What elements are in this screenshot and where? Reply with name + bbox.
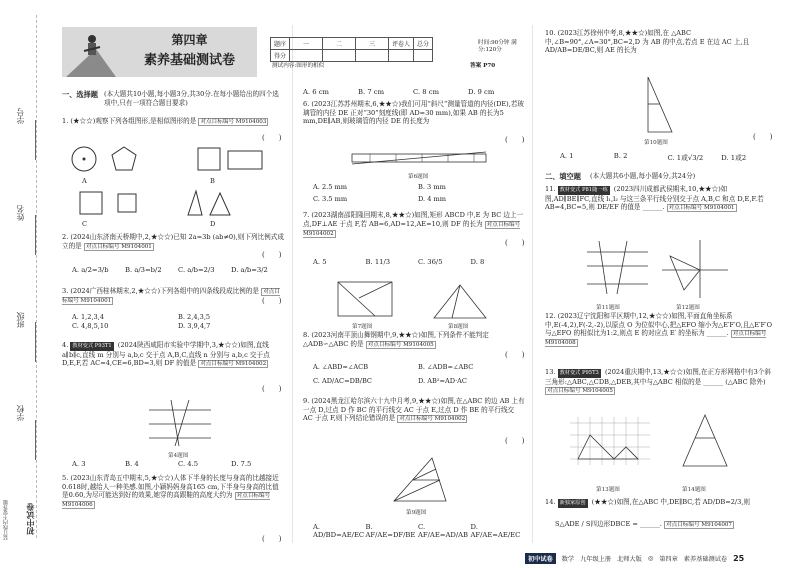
answer-paren[interactable]: ( ) [505, 437, 525, 445]
q9-text: 9. (2024黑龙江哈尔滨六十九中月考,9,★★☆)如图,在△ABC 的边 AB 上有一点 D,过点 D 作 BC 的平行线交 AC 于点 E,过点 D 作 BE 的平行线交 AC 于点 F,则下列结论错误的是 [303, 397, 525, 423]
q4-figure [145, 398, 215, 448]
question-6: 6. (2023江苏苏州期末,6,★★☆)我们可用“斜尺”测量管道的内径(DE),若玻璃管的内径 DE 正对“30”刻度线(即 AD=30 mm),如果 AB 的长为5 mm,DE∥AB,则玻璃管的内径 DE 的长度为 [303, 100, 525, 126]
q6-options [313, 183, 523, 203]
question-14: 14. 新独家原创 (★★☆)如图,在△ABC 中,DE∥BC,若 AD/DB=2/3,则 [545, 498, 751, 506]
option-d: D. 1或2 [721, 154, 747, 162]
footer-brand: 初中试卷 [525, 553, 556, 564]
question-11: 11. 教材变式 P81随一练 (2023四川成都武侯期末,10,★★☆)如图,AD∥BE∥FC,直线 l₁,l₂ 与这三条平行线分别交于点 A,B,C 和点 D,E,F.若 AB=4,BC=5,则 DE/EF 的值是 ______. 对点目标编号 M9104001 [545, 185, 764, 212]
answer-paren[interactable]: ( ) [505, 239, 525, 247]
target-code: 对点目标编号 M9104001 [62, 289, 280, 305]
score-cell[interactable] [389, 50, 414, 62]
question-1 [62, 117, 282, 126]
option-d: D. 4 mm [418, 194, 447, 203]
target-code: 对点目标编号 M9104005 [547, 388, 613, 395]
target-code: 对点目标编号 M9104006 [62, 493, 271, 509]
blank-line [35, 120, 36, 160]
q12-text: 12. (2023辽宁沈阳和平区期中,12,★☆☆)如图,平面直角坐标系中,E(-4,2),F(-2,-2),以原点 O 为位似中心,把△EFO 缩小为△E′F′O,且△E′F′O 与△EFO 的相似比为1:2,则点 E 的对应点 E′ 的坐标为 [545, 312, 773, 338]
answer-paren[interactable]: ( ) [505, 136, 525, 144]
option-a: A. 6 cm [303, 88, 329, 96]
score-header: 二 [323, 38, 356, 50]
score-cell[interactable] [414, 50, 433, 62]
variant-tag: 教材变式 P93T1 [72, 343, 112, 349]
figure-caption: 第11题图 [596, 305, 620, 311]
q10-figure [640, 74, 680, 136]
option-d: D. AF/AE=AE/EC [470, 523, 521, 539]
test-scope: 测试内容:图形的相似 [272, 63, 325, 69]
option-d: D. AB²=AD·AC [418, 376, 467, 385]
section-desc: (本大题共10小题,每小题3分,共30分.在每小题给出的四个选项中,只有一项符合题目要求) [104, 90, 279, 107]
target-code: 对点目标编号 M9104003 [200, 119, 267, 125]
target-code: 对点目标编号 M9104008 [545, 331, 767, 347]
side-label-number: 学号 [16, 108, 25, 124]
score-header: 三 [356, 38, 389, 50]
target-code: 对点目标编号 M9104007 [666, 522, 732, 528]
q14-ratio [555, 520, 775, 529]
q6-figure [350, 148, 490, 170]
score-cell[interactable] [356, 50, 389, 62]
option-d: D. a/b=3/2 [231, 266, 268, 274]
option-a: A. ∠ABD=∠ACB [313, 363, 369, 371]
option-d: D. 8 [470, 258, 485, 266]
figure-caption: 第8题图 [448, 324, 469, 330]
cut-line [36, 15, 37, 538]
time-info: 时间:90分钟 满分:120分 [478, 40, 517, 54]
question-13: 13. 教材变式 P95T3 (2024重庆期中,13,★☆☆)如图,在正方形网格中有3个斜三角形:△ABC,△CDB,△DEB,其中与△ABC 相似的是 ______ (△ABC 除外) 对点目标编号 M9104005 [545, 368, 772, 395]
score-cell[interactable] [290, 50, 323, 62]
option-a: A. 3 [72, 460, 86, 468]
option-d: D. 9 cm [468, 88, 495, 96]
question-10: 10. (2023江苏徐州中考,8,★★☆)如图,在 △ABC 中,∠B=90°,∠A=30°,BC=2,D 为 AB 的中点,若点 E 在边 AC 上,且 AD/AB=DE/BC,则 AE 的长为 [545, 29, 750, 55]
answer-ref: 答案 P70 [470, 63, 496, 69]
section-title: 一、选择题 [62, 90, 98, 99]
paper-title: 素养基础测试卷 [143, 53, 235, 68]
figure-caption: 第4题图 [168, 453, 189, 459]
option-b: B. 4 [125, 460, 139, 468]
option-b: B. 2,4,3,5 [178, 313, 211, 321]
title-banner [62, 27, 257, 77]
answer-paren[interactable]: ( ) [262, 297, 282, 305]
score-row-label: 得分 [271, 50, 290, 62]
option-c: C. 4.5 [178, 460, 199, 468]
q5-options [303, 88, 523, 96]
variant-tag: 新独家原创 [559, 500, 586, 506]
answer-blank[interactable]: ______. [640, 520, 662, 528]
q4-text: (2024陕西咸阳市实验中学期中,3,★☆☆)如图,直线 a∥b∥c,直线 m 分别与 a,b,c 交于点 A,B,C,直线 n 分别与 a,b,c 交于点 D,E,F,若 AC=4,CE=6,BD=3,则 DF 的值是 [62, 341, 270, 368]
option-c: C. AD/AC=DB/BC [313, 376, 372, 385]
q7-options [313, 258, 523, 266]
side-label-class: 班级 [16, 312, 25, 328]
figure-caption: 第6题图 [408, 174, 429, 180]
footer-chapter: 第四章 [659, 556, 678, 563]
option-a: A. 5 [313, 258, 327, 266]
footer-bullet-icon: ◎ [647, 555, 654, 562]
side-brand-logo: 初中试卷 [25, 503, 35, 535]
question-7 [303, 211, 525, 238]
q2-text: 2. (2024山东济南天桥期中,2,★☆☆)已知 2a=3b (ab≠0),则下列比例式成立的是 [62, 233, 284, 250]
question-4: 4. 教材变式 P93T1 (2024陕西咸阳市实验中学期中,3,★☆☆)如图,直线 a∥b∥c,直线 m 分别与 a,b,c 交于点 A,B,C,直线 n 分别与 a,b,c 交于点 D,E,F,若 AC=4,CE=6,BD=3,则 DF 的值是 对点目标编号 M9104002 [62, 341, 270, 368]
footer-test: 素养基础测试卷 [683, 556, 728, 563]
question-8 [303, 331, 525, 349]
option-c: C. a/b=2/3 [178, 266, 215, 274]
q2-options [72, 266, 284, 274]
score-table [270, 37, 433, 62]
q8-options [313, 363, 523, 385]
q8-text: 8. (2023河南平顶山舞钢期中,9,★★☆)如图,下列条件不能判定 △ADB∽△ABC 的是 [303, 331, 489, 348]
q13-note: (△ABC 除外) [725, 377, 766, 386]
score-header: 总分 [414, 38, 433, 50]
score-cell[interactable] [323, 50, 356, 62]
option-b: B. AF/AE=DF/BE [365, 523, 416, 539]
option-b: B. ∠ADB=∠ABC [418, 363, 474, 371]
option-c: C. 4,8,5,10 [72, 321, 109, 330]
answer-blank[interactable]: ______. [642, 203, 665, 212]
option-d: D. 7.5 [231, 460, 252, 468]
target-code: 对点目标编号 M9104001 [85, 243, 152, 250]
answer-paren[interactable]: ( ) [262, 134, 282, 142]
question-9 [303, 397, 525, 423]
q9-figure [390, 455, 450, 505]
footer-subject: 数学 [561, 556, 575, 563]
blank-line [35, 215, 36, 255]
question-2 [62, 233, 284, 251]
option-b: B. 2 [613, 152, 628, 160]
q1-option-c: C [82, 220, 88, 228]
q11-figure [585, 238, 650, 296]
option-d: D. 3,9,4,7 [178, 321, 211, 330]
score-header: 一 [290, 38, 323, 50]
target-code: 对点目标编号 M9104001 [668, 205, 735, 212]
page-number: 25 [733, 554, 745, 563]
variant-tag: 教材变式 P81随一练 [559, 187, 608, 193]
option-c: C. 8 cm [413, 88, 440, 96]
figure-caption: 第12题图 [676, 305, 700, 311]
q5-text: 5. (2023山东青岛五中期末,5,★☆☆)人体下半身的长度与身高的比越接近0.618时,越给人一种美感.如图,小颖妈妈身高165 cm,下半身与身高的比值是0.60,为尽可能达到好的效果,她穿的高跟鞋的高度大约为 [62, 474, 279, 500]
blank-line [35, 322, 36, 362]
q4-options [72, 460, 284, 468]
option-a: A. a/2=3/b [72, 266, 109, 274]
q13-figure [568, 415, 653, 470]
q10-options [560, 152, 775, 162]
option-c: C. AF/AE=AD/AB [418, 523, 469, 539]
q11-text: (2023四川成都武侯期末,10,★★☆)如图,AD∥BE∥FC,直线 l₁,l₂ 与这三条平行线分别交于点 A,B,C 和点 D,E,F.若 AB=4,BC=5,则 DE/EF 的值是 [545, 185, 764, 212]
q8-figure [430, 282, 490, 322]
target-code: 对点目标编号 M9104002 [303, 221, 521, 237]
answer-paren[interactable]: ( ) [262, 385, 282, 393]
variant-tag: 教材变式 P95T3 [559, 370, 599, 376]
figure-caption: 第14题图 [682, 487, 706, 493]
q1-text: 1. (★☆☆)观察下列各组图形,是相似图形的是 [62, 117, 197, 125]
figure-caption: 第13题图 [596, 487, 620, 493]
side-label-school: 学校 [16, 405, 25, 421]
target-code: 对点目标编号 M9104005 [367, 341, 434, 348]
q1-shapes-cd [68, 187, 288, 219]
score-header: 评卷人 [389, 38, 414, 50]
option-a: A. AD/BD=AE/EC [313, 523, 365, 539]
q1-shapes [68, 143, 288, 175]
answer-paren[interactable]: ( ) [753, 133, 773, 141]
q1-option-b: B [210, 177, 215, 185]
cut-note: 装订线内不要答题 [3, 500, 9, 540]
figure-caption: 第10题图 [644, 140, 668, 146]
option-a: A. 1,2,3,4 [72, 313, 105, 321]
question-5 [62, 474, 284, 510]
q12-figure [660, 238, 730, 300]
page-footer [525, 553, 744, 564]
banner-illustration [66, 31, 116, 77]
q1-option-a: A [82, 177, 87, 185]
q7-text: 7. (2023湖南邵阳隆回期末,8,★★☆)如图,矩形 ABCD 中,E 为 BC 边上一点,DF⊥AE 于点 F,若 AB=6,AD=12,AE=10,则 DF 的长为 [303, 211, 524, 228]
column-divider [532, 25, 533, 543]
q14-ratio-text: S△ADE / S四边形DBCE = [555, 520, 638, 528]
side-label-name: 姓名 [16, 205, 25, 221]
score-header: 题序 [271, 38, 290, 50]
option-c: C. 3.5 mm [313, 194, 348, 203]
option-a: A. 2.5 mm [313, 183, 348, 191]
q14-text: (★★☆)如图,在△ABC 中,DE∥BC,若 AD/DB=2/3,则 [591, 498, 751, 506]
option-b: B. 3 mm [418, 183, 446, 191]
question-3 [62, 287, 284, 305]
footer-grade: 九年级上册 [580, 556, 612, 563]
chapter-label: 第四章 [171, 33, 208, 47]
section-title: 二、填空题 [545, 172, 581, 181]
option-b: B. a/3=b/2 [125, 266, 162, 274]
q3-text: 3. (2024广西桂林期末,2,★☆☆)下列各组中的四条线段成比例的是 [62, 287, 259, 295]
answer-paren[interactable]: ( ) [262, 251, 282, 259]
target-code: 对点目标编号 M9104002 [399, 416, 466, 423]
answer-blank[interactable]: ______. [706, 329, 729, 338]
figure-caption: 第9题图 [406, 510, 427, 516]
q7-figure [335, 278, 395, 320]
figure-caption: 第7题图 [352, 324, 373, 330]
footer-edition: 北师大版 [617, 556, 642, 563]
section-desc: (本大题共6小题,每小题4分,共24分) [590, 172, 696, 180]
option-a: A. 1 [560, 152, 574, 160]
question-12 [545, 312, 773, 348]
answer-paren[interactable]: ( ) [505, 351, 525, 359]
answer-blank[interactable]: ______ [703, 377, 724, 386]
column-divider [292, 25, 293, 543]
answer-paren[interactable]: ( ) [262, 535, 282, 543]
blank-line [35, 420, 36, 460]
target-code: 对点目标编号 M9104002 [200, 361, 267, 368]
q3-options [72, 313, 284, 330]
option-b: B. 11/3 [365, 258, 391, 266]
option-b: B. 7 cm [358, 88, 385, 96]
option-c: C. 1或√3/2 [667, 154, 704, 162]
q1-option-d: D [210, 220, 216, 228]
q9-options [313, 523, 523, 539]
option-c: C. 36/5 [418, 258, 443, 266]
q13-text: (2024重庆期中,13,★☆☆)如图,在正方形网格中有3个斜三角形:△ABC,△CDB,△DEB,其中与△ABC 相似的是 [545, 368, 772, 386]
q14-figure [680, 412, 730, 470]
